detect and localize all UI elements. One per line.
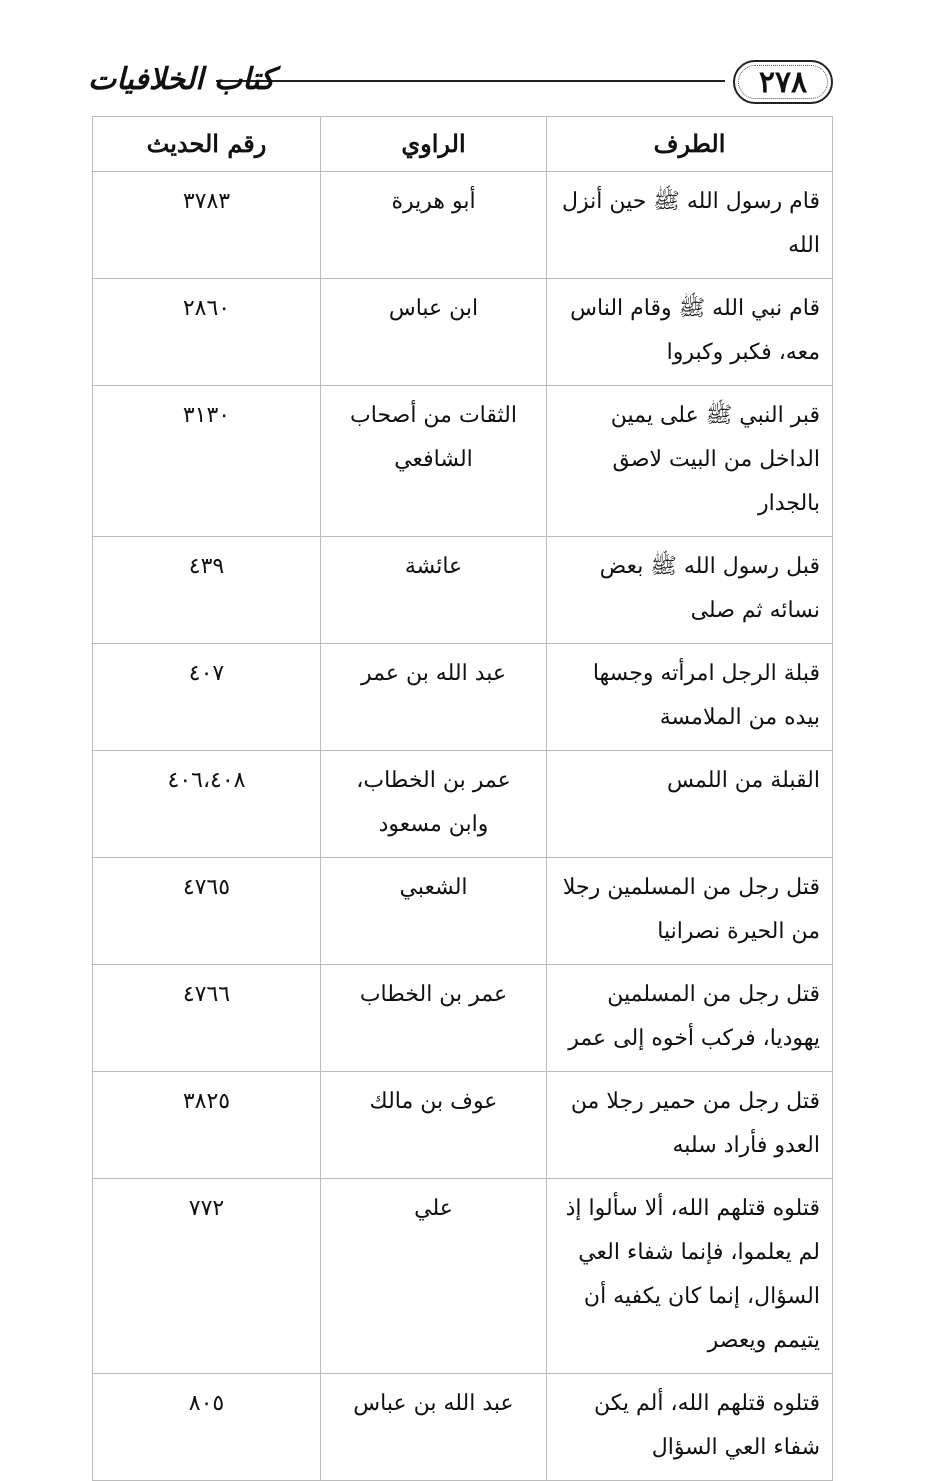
table-row bbox=[93, 279, 833, 386]
rawi-cell: عائشة bbox=[321, 537, 547, 644]
taraf-cell: القبلة من اللمس bbox=[547, 751, 833, 858]
table-row bbox=[93, 751, 833, 858]
taraf-cell: قتل رجل من المسلمين رجلا من الحيرة نصرانيا bbox=[547, 858, 833, 965]
rawi-cell: عبد الله بن عمر bbox=[321, 644, 547, 751]
taraf-cell: قتل رجل من حمير رجلا من العدو فأراد سلبه bbox=[547, 1072, 833, 1179]
hadith-number-cell: ٨٠٥ bbox=[93, 1374, 321, 1481]
rawi-cell: الثقات من أصحاب الشافعي bbox=[321, 386, 547, 537]
column-header-number: رقم الحديث bbox=[93, 117, 321, 172]
rawi-cell: أبو هريرة bbox=[321, 172, 547, 279]
rawi-cell: عبد الله بن عباس bbox=[321, 1374, 547, 1481]
book-title: كتاب الخلافيات bbox=[88, 62, 275, 97]
rawi-cell: عمر بن الخطاب، وابن مسعود bbox=[321, 751, 547, 858]
table-header-row bbox=[93, 117, 833, 172]
hadith-number-cell: ٤٠٧ bbox=[93, 644, 321, 751]
hadith-number-cell: ٧٧٢ bbox=[93, 1179, 321, 1374]
rawi-cell: عمر بن الخطاب bbox=[321, 965, 547, 1072]
taraf-cell: قبر النبي ﷺ على يمين الداخل من البيت لاصق بالجدار bbox=[547, 386, 833, 537]
hadith-number-cell: ٣٨٢٥ bbox=[93, 1072, 321, 1179]
column-header-rawi: الراوي bbox=[321, 117, 547, 172]
taraf-cell: قام رسول الله ﷺ حين أنزل الله bbox=[547, 172, 833, 279]
header-rule bbox=[216, 80, 725, 82]
table-row bbox=[93, 1179, 833, 1374]
table-row bbox=[93, 965, 833, 1072]
hadith-number-cell: ٤٣٩ bbox=[93, 537, 321, 644]
taraf-cell: قتلوه قتلهم الله، ألا سألوا إذ لم يعلموا، فإنما شفاء العي السؤال، إنما كان يكفيه أن يتيمم ويعصر bbox=[547, 1179, 833, 1374]
table-row bbox=[93, 644, 833, 751]
table-row bbox=[93, 1374, 833, 1481]
hadith-number-cell: ٤٠٦،٤٠٨ bbox=[93, 751, 321, 858]
table-row bbox=[93, 1072, 833, 1179]
table-row bbox=[93, 386, 833, 537]
rawi-cell: الشعبي bbox=[321, 858, 547, 965]
table-row bbox=[93, 858, 833, 965]
page-header bbox=[88, 58, 833, 106]
hadith-index-table bbox=[92, 116, 833, 1481]
taraf-cell: قبلة الرجل امرأته وجسها بيده من الملامسة bbox=[547, 644, 833, 751]
hadith-number-cell: ٤٧٦٥ bbox=[93, 858, 321, 965]
column-header-taraf: الطرف bbox=[547, 117, 833, 172]
rawi-cell: علي bbox=[321, 1179, 547, 1374]
taraf-cell: قبل رسول الله ﷺ بعض نسائه ثم صلى bbox=[547, 537, 833, 644]
rawi-cell: عوف بن مالك bbox=[321, 1072, 547, 1179]
table-row bbox=[93, 537, 833, 644]
hadith-number-cell: ٣١٣٠ bbox=[93, 386, 321, 537]
hadith-number-cell: ٣٧٨٣ bbox=[93, 172, 321, 279]
hadith-number-cell: ٢٨٦٠ bbox=[93, 279, 321, 386]
taraf-cell: قام نبي الله ﷺ وقام الناس معه، فكبر وكبروا bbox=[547, 279, 833, 386]
taraf-cell: قتل رجل من المسلمين يهوديا، فركب أخوه إلى عمر bbox=[547, 965, 833, 1072]
hadith-number-cell: ٤٧٦٦ bbox=[93, 965, 321, 1072]
page-number: ٢٧٨ bbox=[733, 60, 833, 104]
rawi-cell: ابن عباس bbox=[321, 279, 547, 386]
taraf-cell: قتلوه قتلهم الله، ألم يكن شفاء العي السؤال bbox=[547, 1374, 833, 1481]
table-row bbox=[93, 172, 833, 279]
